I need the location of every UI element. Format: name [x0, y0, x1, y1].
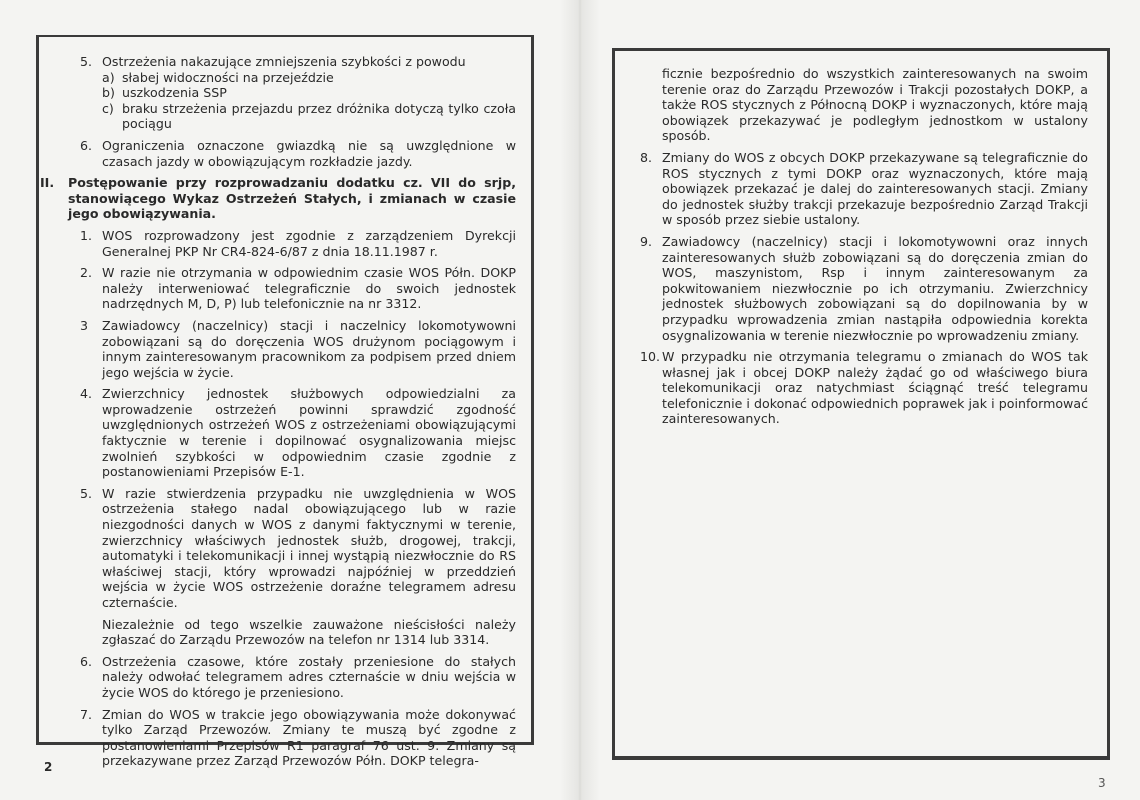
item-number: 3: [80, 317, 89, 333]
list-item: [640, 150, 1088, 228]
section-title: Postępowanie przy rozprowadzaniu dodatku cz. VII do srjp, stanowiącego Wykaz Ostrzeżeń Stałych, i zmianach w czasie jego obowiązywania.: [68, 175, 516, 222]
continuation-text: ficznie bezpośrednio do wszystkich zainteresowanych na swoim terenie oraz do Zarządu Przewozów i Trakcji pozostałych DOKP, a także ROS stycznych z Północną DOKP i wyznaczonych, które mają obowiązek przekazywać je podległym jednostkom w ustalony sposób.: [662, 66, 1088, 144]
item-number: 2.: [80, 265, 93, 281]
list-item: [80, 228, 516, 259]
item-number: 7.: [80, 706, 93, 722]
list-item: [80, 486, 516, 648]
sub-item: [102, 101, 516, 132]
item-extra-text: Niezależnie od tego wszelkie zauważone nieścisłości należy zgłaszać do Zarządu Przewozów na telefon nr 1314 lub 3314.: [102, 616, 516, 648]
sub-item-text: uszkodzenia SSP: [122, 85, 227, 101]
item-text: Ograniczenia oznaczone gwiazdką nie są uwzględnione w czasach jazdy w obowiązującym rozkładzie jazdy.: [102, 137, 516, 169]
sub-item-number: a): [102, 69, 115, 85]
item-text: W przypadku nie otrzymania telegramu o zmianach do WOS tak własnej jak i obcej DOKP należy żądać go od właściwego biura telekomunikacji oraz natychmiast ściągnąć treść telegramu telefonicznie i dokonać odpowiednich poprawek jak i poinformować zainteresowanych.: [662, 349, 1088, 427]
sub-item-text: braku strzeżenia przejazdu przez dróżnika dotyczą tylko czoła pociągu: [122, 100, 516, 132]
list-item: [80, 386, 516, 480]
item-text: Ostrzeżenia czasowe, które zostały przeniesione do stałych należy odwołać telegramem adres czternaście w dniu wejścia w życie WOS do którego je przeniesiono.: [102, 653, 516, 700]
item-text: Zmiany do WOS z obcych DOKP przekazywane są telegraficznie do ROS stycznych z tymi DOKP oraz wyznaczonych, które mają obowiązek przekazać je dalej do zainteresowanych stacji. Zmiany do jednostek służby trakcji przekazuje bezpośrednio Zarząd Trakcji w sposób przez siebie ustalony.: [662, 149, 1088, 228]
item-text: Zmian do WOS w trakcie jego obowiązywania może dokonywać tylko Zarząd Przewozów. Zmiany te muszą być zgodne z postanowieniami Przepisów R1 paragraf 76 ust. 9. Zmiany są przekazywane przez Zarząd Przewozów Półn. DOKP telegra-: [102, 706, 516, 769]
item-number: 10.: [640, 349, 661, 365]
item-number: 1.: [80, 227, 93, 243]
item-text: W razie stwierdzenia przypadku nie uwzględnienia w WOS ostrzeżenia stałego nadal obowiązującego lub w razie niezgodności danych w WOS z danymi faktycznymi w terenie, zwierzchnicy właściwych jednostek służb, drogowej, trakcji, automatyki i telekomunikacji i innej wystąpią niezwłocznie do RS właściwej stacji, który wprowadzi najpóźniej w przeddzień wejścia w życie WOS ostrzeżenie doraźne telegramem adresu czternaście.: [102, 485, 516, 610]
item-number: 9.: [640, 233, 653, 249]
page-number-right: 3: [1098, 776, 1106, 790]
sub-item: [102, 85, 516, 101]
item-text: Ostrzeżenia nakazujące zmniejszenia szybkości z powodu: [102, 54, 466, 69]
item-number: 5.: [80, 485, 93, 501]
sub-item-number: c): [102, 100, 114, 116]
list-item: [80, 707, 516, 769]
item-number: 6.: [80, 653, 93, 669]
sub-item: [102, 70, 516, 86]
item-text: Zwierzchnicy jednostek służbowych odpowiedzialni za wprowadzenie ostrzeżeń powinni sprawdzić zgodność uwzględnionych ostrzeżeń WOS z ostrzeżeniami obowiązującymi faktycznie w terenie i dopilnować osygnalizowania miejsc zwolnień szybkości w odpowiednim czasie zgodnie z postanowieniami Przepisów E-1.: [102, 386, 516, 480]
list-item: [80, 138, 516, 169]
item-text: Zawiadowcy (naczelnicy) stacji i lokomotywowni oraz innych zainteresowanych służb zobowiązani są do doręczenia zmian do WOS, maszynistom, Rsp i innym zainteresowanym za pokwitowaniem niezwłocznie po ich otrzymaniu. Zwierzchnicy jednostek służbowych zobowiązani są do dopilnowania by w przypadku wprowadzenia zmian nastąpiła odpowiednia korekta osygnalizowania w terenie niezwłocznie po wprowadzeniu zmiany.: [662, 233, 1088, 343]
list-item: [80, 318, 516, 380]
item-number: 5.: [80, 54, 93, 69]
section-heading: [40, 175, 516, 222]
continuation-paragraph: [640, 66, 1088, 144]
item-number: 8.: [640, 149, 653, 165]
list-item: [640, 234, 1088, 343]
sub-item-number: b): [102, 85, 115, 101]
item-text: Zawiadowcy (naczelnicy) stacji i naczelnicy lokomotywowni zobowiązani są do doręczenia WOS drużynom pociągowym i innym zainteresowanym pracownikom za podpisem przed dniem jego wejścia w życie.: [102, 317, 516, 380]
list-item: [80, 265, 516, 312]
left-page-content: [40, 54, 516, 775]
item-text: W razie nie otrzymania w odpowiednim czasie WOS Półn. DOKP należy interweniować telegraficznie do swoich jednostek nadrzędnych M, D, P) lub telefonicznie na nr 3312.: [102, 265, 516, 312]
list-item: [80, 54, 516, 132]
list-item: [640, 349, 1088, 427]
list-item: [80, 654, 516, 701]
section-number: II.: [40, 175, 55, 191]
item-number: 4.: [80, 386, 93, 402]
book-gutter: [560, 0, 600, 800]
item-number: 6.: [80, 137, 93, 153]
page-number-left: 2: [44, 760, 53, 774]
right-page-content: [640, 66, 1088, 433]
sub-item-text: słabej widoczności na przejeździe: [122, 69, 334, 85]
item-text: WOS rozprowadzony jest zgodnie z zarządzeniem Dyrekcji Generalnej PKP Nr CR4-824-6/87 z dnia 18.11.1987 r.: [102, 227, 516, 259]
